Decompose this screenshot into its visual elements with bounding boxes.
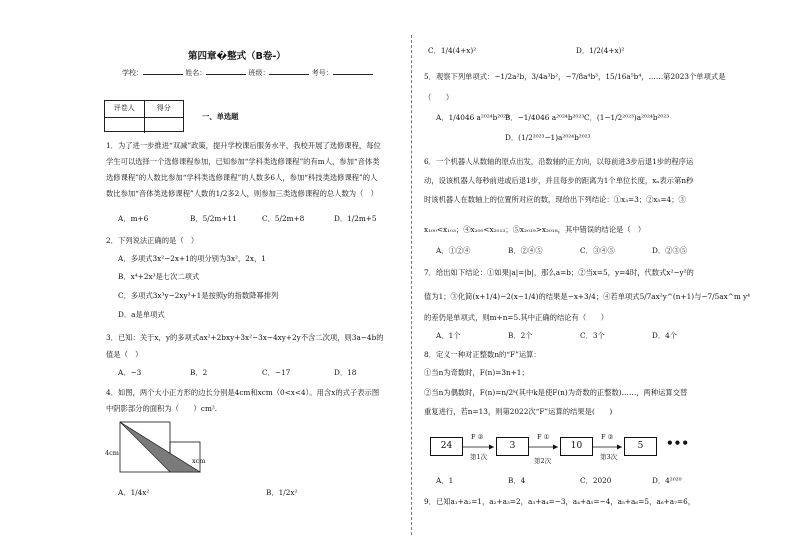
flow-step-2: 第2次 [534,457,552,465]
q3-option-c[interactable]: C．−17 [262,368,291,377]
arrowhead-2 [553,445,558,450]
score-blank[interactable] [144,118,184,133]
page-title: 第四章�整式（B卷-） [188,51,286,62]
q8-option-b[interactable]: B．4 [508,476,526,485]
q4-option-d[interactable]: D．1/2(4+x)² [576,46,625,55]
q2-option-a[interactable]: A．多项式3x²−2x+1的项分别为3x²，2x，1 [118,254,266,263]
q2-option-d[interactable]: D．a是单项式 [118,310,165,319]
q6-line3: 时该机器人在数轴上的位置所对应的数，现给出下列结论：①x₃=3；②x₅=4；③ [424,195,686,204]
score-table-blank-row [105,117,183,133]
q1-line4: 数比参加“音体类选修课程”人数的1/2多2人，则参加三类选修课程的总人数为（ ） [106,189,378,198]
q8-option-c[interactable]: C．2020 [580,476,612,485]
q1-option-b[interactable]: B．5/2m+11 [190,214,237,223]
q8-line4: 重复进行，若n=13，则第2022次“F”运算的结果是( ) [424,407,613,416]
q6-option-b[interactable]: B．②④⑤ [508,246,543,255]
q2-option-c[interactable]: C．多项式3x³y−2xy³+1是按照y的指数降幂排列 [118,291,279,300]
school-blank[interactable] [143,68,183,75]
score-cell: 得分 [144,101,184,117]
q3-option-d[interactable]: D．18 [334,368,357,377]
flow-box-4: 5 [624,437,657,456]
q6-option-a[interactable]: A．①②④ [436,246,471,255]
q1-option-c[interactable]: C．5/2m+8 [262,214,305,223]
q8-line3: ②当n为偶数时，F(n)=n/2ᵏ(其中k是使F(n)为奇数的正整数)……，两种运算交替 [424,388,688,397]
q6-option-c[interactable]: C．③④⑤ [580,246,615,255]
q3-line2: 值是（ ） [106,350,143,359]
q4-squares-figure [108,420,218,480]
q2-stem: 2．下列说法正确的是（ ） [106,236,199,245]
exam-no-label: 考号： [311,69,333,77]
flow-box-1: 24 [430,437,463,456]
q6-line2: 动，设该机器人每秒前进或后退1步，并且每步的距离为1个单位长度，xₙ表示第n秒 [424,176,694,185]
flow-op-3: F ② [601,433,614,441]
q4-option-c[interactable]: C．1/4(4+x)² [428,46,477,55]
school-label: 学校： [122,69,143,77]
arrowhead-1 [489,445,494,450]
q7-line1: 7．给出如下结论：①如果|a|=|b|，那么a=b；②当x=5，y=4时，代数式x²−y²的 [424,268,694,277]
reviewer-cell: 评卷人 [113,104,135,112]
name-blank[interactable] [206,68,246,75]
q5-option-d[interactable]: D．(1/2²⁰²³−1)a²⁰²⁴b²⁰²³ [505,133,591,142]
flow-ellipsis: ••• [666,436,690,450]
fig-label-xcm: xcm [192,457,206,465]
f-operation-flow [430,432,730,466]
q3-option-b[interactable]: B．2 [190,368,208,377]
column-divider [411,35,412,535]
q7-line2: 值为1；③化简(x+1/4)−2(x−1/4)的结果是−x+3/4；④若单项式5/7ax²y^(n+1)与−7/5ax^m y⁴ [424,292,751,301]
flow-box-2: 3 [496,437,529,456]
q8-line1: 8．定义一种对正整数n的“F”运算： [424,350,541,359]
arrowhead-3 [617,445,622,450]
q9-stem: 9．已知a₁+a₂=1，a₂+a₃=2，a₃+a₄=−3，a₄+a₅=−4，a₅+a₆=5，a₆+a₇=6， [424,497,696,506]
q4-option-b[interactable]: B．1/2x² [266,488,298,497]
q1-option-d[interactable]: D．1/2m+5 [334,214,377,223]
q6-line1: 6．一个机器人从数轴的原点出发，沿数轴的正方向，以每前进3步后退1步的程序运 [424,157,694,166]
flow-step-3: 第3次 [600,453,618,461]
q5-option-b[interactable]: B．−1/4046 a²⁰²⁴b²⁰²³ [505,113,585,122]
exam-no-blank[interactable] [333,68,373,75]
q7-option-c[interactable]: C．3个 [580,331,605,340]
class-label: 班级： [248,69,270,77]
q7-option-a[interactable]: A．1个 [436,331,461,340]
flow-step-1: 第1次 [470,453,488,461]
score-table [104,100,184,132]
q4-line1: 4．如图，两个大小正方形的边长分别是4cm和xcm（0<x<4）。用含x的式子表示图 [106,388,380,397]
q5-stem: 5．观察下列单项式：−1/2a²b，3/4a³b²，−7/8a⁴b³，15/16a⁵b⁴，……第2023个单项式是 [424,72,726,81]
name-label: 姓名： [185,69,207,77]
q3-option-a[interactable]: A．−3 [118,368,142,377]
q8-line2: ①当n为奇数时，F(n)=3n+1； [424,368,529,377]
q4-option-a[interactable]: A．1/4x² [118,488,150,497]
q2-option-b[interactable]: B．x⁴+2x³是七次二项式 [118,272,200,281]
q1-option-a[interactable]: A．m+6 [118,214,149,223]
q1-line2: 学生可以选择一个选修课程参加，已知参加“学科类选修课程”的有m人，参加“音体类 [106,157,380,166]
flow-op-2: F ① [537,433,550,441]
flow-box-3: 10 [560,437,593,456]
q6-line4: x₁₀₀<x₁₀₃；④x₂₀₀<x₂₀₁₃；⑤x₂₀₁₉>x₂₀₁₈，其中错误的结论是（ ） [424,225,646,234]
score-table-header [105,101,183,117]
q8-option-a[interactable]: A．1 [436,476,454,485]
q1-line1: 1．为了进一步推进“双减”政策，提升学校课后服务水平，我校开展了选修课程，每位 [106,141,381,150]
shaded-region [120,422,200,472]
fig-label-4cm: 4cm [105,449,119,457]
q4-line2: 中阴影部分的面积为（ ）cm². [106,404,218,413]
q7-line3: 的差仍是单项式，则m+n=5.其中正确的结论有（ ） [424,313,609,322]
q7-option-b[interactable]: B．2个 [508,331,533,340]
flow-op-1: F ② [471,433,484,441]
q6-option-d[interactable]: D．②③⑤ [652,246,688,255]
q8-option-d[interactable]: D．4²⁰²⁰ [652,476,682,485]
q5-option-a[interactable]: A．1/4046 a²⁰²⁴b²⁰²³ [436,113,509,122]
student-info-line [122,68,373,78]
q3-line1: 3．已知：关于x，y的多项式ax²+2bxy+3x²−3x−4xy+2y不含二次项，则3a−4b的 [106,333,384,342]
q7-option-d[interactable]: D．4个 [652,331,678,340]
reviewer-blank[interactable] [105,118,144,133]
q1-line3: 选修课程”的人数比参加“学科类选修课程”的人数多6人，参加“科技类选修课程”的人 [106,173,378,182]
q5-option-c[interactable]: C．(1−1/2²⁰²³)a²⁰²⁴b²⁰²³ [584,113,670,122]
class-blank[interactable] [269,68,309,75]
section-heading: 一、单选题 [202,112,239,121]
q5-paren: （ ） [424,93,454,102]
